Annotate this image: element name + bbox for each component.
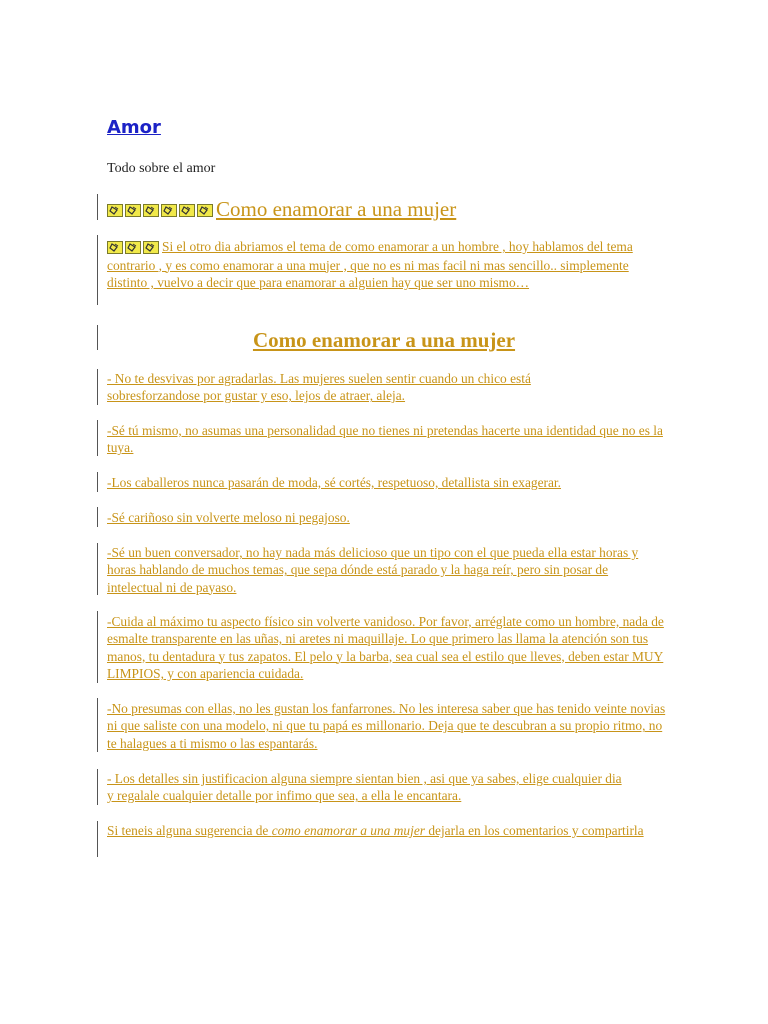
blog-title-link[interactable]: Amor [107,117,161,138]
paragraph [107,700,667,752]
quote-bar [97,611,98,683]
post-intro-link[interactable] [107,238,669,291]
blog-description: Todo sobre el amor [107,161,216,176]
quote-bar [97,543,98,595]
quote-bar [97,698,98,752]
paragraph-text[interactable]: - Los detalles sin justificacion alguna siempre sientan bien , asi que ya sabes, elige cualquier dia y regalale cualquier detalle por infimo que sea, a ella le encantara. [107,771,622,804]
paragraph [107,544,667,596]
paragraph [107,770,627,805]
post-title-link[interactable]: Como enamorar a una mujer [216,197,457,221]
closing-paragraph [107,822,667,839]
post-intro-icons [107,239,161,256]
paragraph-text[interactable]: -Sé un buen conversador, no hay nada más delicioso que un tipo con el que pueda ella estar horas y horas hablando de muchos temas, que sepa dónde está parado y la haga reír, pero sin posar de intelectual ni de payaso. [107,545,639,595]
paragraph [107,370,607,405]
paragraph [107,509,667,526]
quote-bar [97,769,98,805]
post-title-icons [107,203,215,221]
image-placeholder-icon [161,204,177,217]
quote-bar [97,507,98,527]
paragraph [107,613,667,682]
quote-bar [97,369,98,405]
post-intro [107,238,669,291]
image-placeholder-icon [143,241,159,254]
image-placeholder-icon [107,241,123,254]
image-placeholder-icon [125,204,141,217]
closing-text[interactable] [107,822,667,839]
closing-after: dejarla en los comentarios y compartirla [424,823,644,838]
quote-bar [97,235,98,305]
paragraph-text[interactable]: -Los caballeros nunca pasarán de moda, sé cortés, respetuoso, detallista sin exagerar. [107,475,561,490]
paragraph-text[interactable]: - No te desvivas por agradarlas. Las mujeres suelen sentir cuando un chico está sobresforzandose por gustar y eso, lejos de atraer, aleja. [107,371,531,404]
paragraph-text[interactable]: -Sé tú mismo, no asumas una personalidad que no tienes ni pretendas hacerte una identidad que no es la tuya. [107,423,663,456]
paragraph-text[interactable]: -Sé cariñoso sin volverte meloso ni pegajoso. [107,510,350,525]
quote-bar [97,821,98,857]
closing-emphasis: como enamorar a una mujer [271,823,425,838]
post-intro-text: Si el otro dia abriamos el tema de como enamorar a un hombre , hoy hablamos del tema contrario , y es como enamorar a una mujer , que no es ni mas facil ni mas sencillo.. simplemente distinto , vuelvo a decir que para enamorar a alguien hay que ser uno mismo… [107,239,633,290]
closing-before: Si teneis alguna sugerencia de [107,823,272,838]
image-placeholder-icon [107,204,123,217]
paragraph-text[interactable]: -Cuida al máximo tu aspecto físico sin volverte vanidoso. Por favor, arréglate como un hombre, nada de esmalte transparente en las uñas, ni aretes ni maquillaje. Lo que primero las llama la atención son tus manos, tu dentadura y tus zapatos. El pelo y la barba, sea cual sea el estilo que lleves, deben estar MUY LIMPIOS, y con apariencia cuidada. [107,614,664,681]
image-placeholder-icon [143,204,159,217]
quote-bar [97,194,98,220]
post-heading: Como enamorar a una mujer [252,328,516,352]
post-title-row [107,196,667,222]
quote-bar [97,472,98,492]
paragraph [107,422,667,457]
image-placeholder-icon [197,204,213,217]
paragraph-text[interactable]: -No presumas con ellas, no les gustan los fanfarrones. No les interesa saber que has tenido veinte novias ni que saliste con una modelo, ni que tu papá es millonario. Deja que te descubran a su propio ritmo, no te halagues a ti mismo o las espantarás. [107,701,666,751]
quote-bar [97,420,98,456]
image-placeholder-icon [125,241,141,254]
paragraph [107,474,667,491]
image-placeholder-icon [179,204,195,217]
